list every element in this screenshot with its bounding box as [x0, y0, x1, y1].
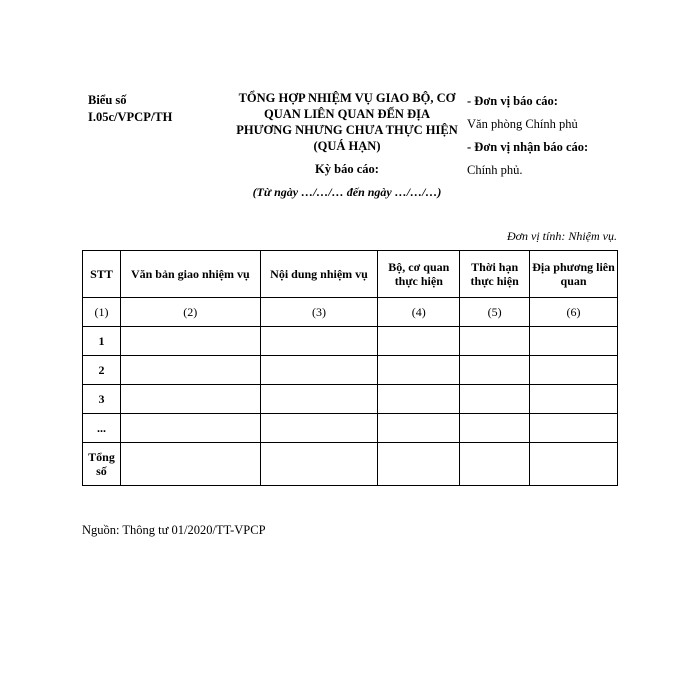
column-number: (5) [460, 298, 530, 327]
receiving-unit-label: - Đơn vị nhận báo cáo: [467, 140, 589, 154]
column-number: (3) [260, 298, 378, 327]
column-number: (6) [530, 298, 618, 327]
column-number: (1) [83, 298, 121, 327]
table-row [83, 327, 618, 356]
table-cell [120, 414, 260, 443]
period-label: Kỳ báo cáo: [315, 162, 379, 176]
unit-info [467, 90, 667, 182]
row-label: ... [83, 414, 121, 443]
table-cell [530, 356, 618, 385]
table-cell [460, 443, 530, 486]
table-cell [378, 327, 460, 356]
header-agency: Bộ, cơ quan thực hiện [378, 251, 460, 298]
unit-note: Đơn vị tính: Nhiệm vụ. [506, 229, 617, 243]
table-cell [530, 443, 618, 486]
reporting-unit-label: - Đơn vị báo cáo: [467, 94, 558, 108]
table-cell [260, 385, 378, 414]
table-cell [378, 414, 460, 443]
period-range: (Từ ngày …/…/… đến ngày …/…/…) [252, 185, 442, 199]
table-cell [378, 385, 460, 414]
table-cell [120, 443, 260, 486]
table-cell [260, 414, 378, 443]
table-cell [378, 356, 460, 385]
source-note: Nguồn: Thông tư 01/2020/TT-VPCP [82, 523, 266, 537]
table-cell [120, 356, 260, 385]
table-header-row [83, 251, 618, 298]
column-number-row [83, 298, 618, 327]
row-label: 1 [83, 327, 121, 356]
table-cell [460, 414, 530, 443]
report-title: TỔNG HỢP NHIỆM VỤ GIAO BỘ, CƠ QUAN LIÊN QUAN ĐẾN ĐỊA PHƯƠNG NHƯNG CHƯA THỰC HIỆN [236, 91, 458, 137]
receiving-unit-value: Chính phủ. [467, 163, 523, 177]
column-number: (4) [378, 298, 460, 327]
table-cell [260, 443, 378, 486]
table-cell [378, 443, 460, 486]
row-label: 2 [83, 356, 121, 385]
report-table [82, 250, 618, 486]
table-cell [530, 414, 618, 443]
form-code-line2: I.05c/VPCP/TH [88, 110, 173, 124]
table-cell [460, 385, 530, 414]
table-row [83, 356, 618, 385]
report-header [236, 90, 458, 200]
header-locality: Địa phương liên quan [530, 251, 618, 298]
header-stt: STT [83, 251, 121, 298]
header-content: Nội dung nhiệm vụ [260, 251, 378, 298]
row-label: 3 [83, 385, 121, 414]
header-document: Văn bản giao nhiệm vụ [120, 251, 260, 298]
table-cell [120, 327, 260, 356]
column-number: (2) [120, 298, 260, 327]
reporting-unit-value: Văn phòng Chính phủ [467, 117, 578, 131]
table-cell [260, 356, 378, 385]
table-row [83, 385, 618, 414]
form-code-line1: Biểu số [88, 93, 127, 107]
table-cell [260, 327, 378, 356]
table-cell [460, 327, 530, 356]
total-row [83, 443, 618, 486]
table-cell [460, 356, 530, 385]
table-row [83, 414, 618, 443]
table-cell [530, 327, 618, 356]
table-cell [530, 385, 618, 414]
report-subtitle: (QUÁ HẠN) [313, 139, 381, 153]
header-deadline: Thời hạn thực hiện [460, 251, 530, 298]
table-cell [120, 385, 260, 414]
total-label: Tổng số [83, 443, 121, 486]
form-code [88, 92, 228, 126]
